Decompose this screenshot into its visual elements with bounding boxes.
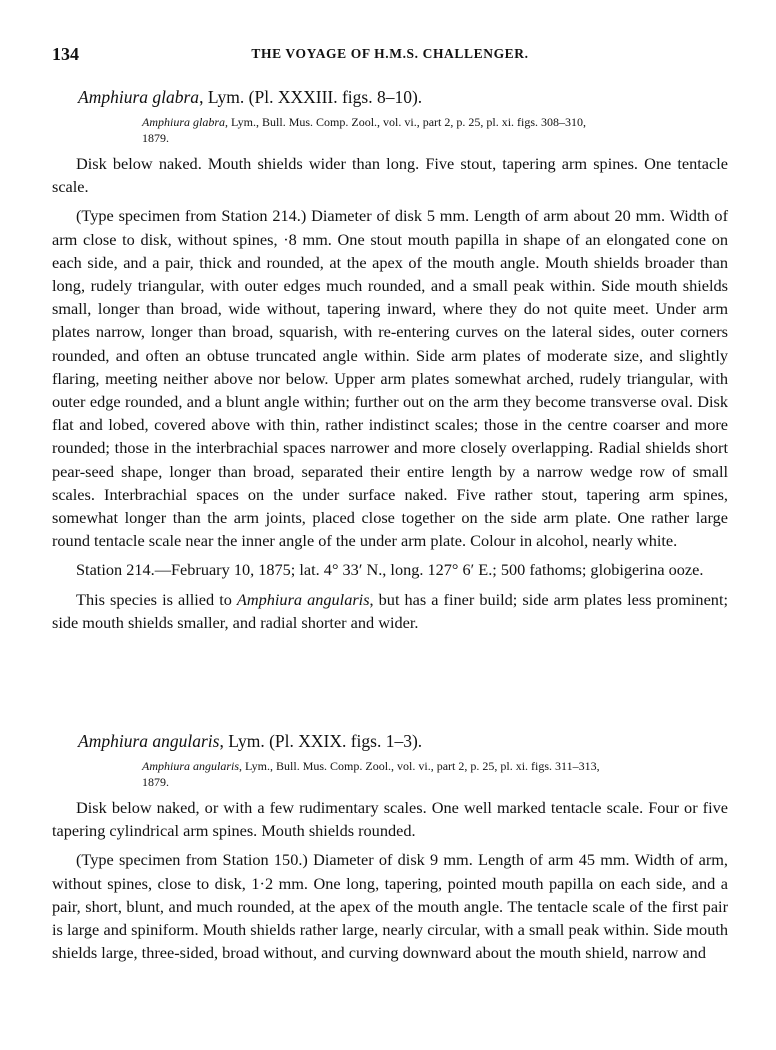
species-name: Amphiura glabra: [78, 87, 200, 107]
remarks-species-name: Amphiura angularis: [236, 589, 370, 609]
page-number: 134: [52, 44, 79, 64]
species-reference: [52, 114, 728, 146]
station-paragraph: Station 214.—February 10, 1875; lat. 4° 33′ N., long. 127° 6′ E.; 500 fathoms; globigerina ooze.: [76, 560, 704, 580]
remarks-paragraph: [52, 588, 728, 634]
diagnosis-paragraph: Disk below naked, or with a few rudimentary scales. One well marked tentacle scale. Four or five tapering cylindrical arm spines. Mouth shields rounded.: [52, 798, 728, 841]
species-name: Amphiura angularis: [78, 731, 220, 751]
species-heading: [52, 730, 728, 752]
remarks-post: , but has a finer build; side arm plates less prominent; side mouth shields smaller, and radial shorter and wider.: [52, 589, 728, 632]
diagnosis-paragraph: Disk below naked. Mouth shields wider than long. Five stout, tapering arm spines. One tentacle scale.: [52, 154, 728, 197]
remarks-pre: This species is allied to: [76, 589, 237, 609]
species-entry-amphiura-glabra: [52, 86, 728, 634]
species-reference: [52, 758, 728, 790]
reference-year: 1879.: [142, 775, 169, 789]
species-name-suffix: , Lym. (Pl. XXXIII. figs. 8–10).: [199, 87, 423, 107]
reference-name: Amphiura angularis: [142, 759, 240, 773]
species-name-suffix: , Lym. (Pl. XXIX. figs. 1–3).: [219, 731, 423, 751]
description-paragraph: (Type specimen from Station 150.) Diameter of disk 9 mm. Length of arm 45 mm. Width of arm, without spines, close to disk, 1·2 mm. One long, tapering, pointed mouth papilla on each side, and a pair, short, blunt, and much rounded, at the apex of the mouth angle. The tentacle scale of the first pair is large and spiniform. Mouth shields rather large, nearly circular, with a small peak within. Side mouth shields large, three-sided, broad without, and curving downward about the mouth shield, narrow and: [52, 850, 728, 963]
reference-name: Amphiura glabra: [142, 115, 226, 129]
reference-detail: , Lym., Bull. Mus. Comp. Zool., vol. vi., part 2, p. 25, pl. xi. figs. 311–313,: [239, 759, 600, 773]
species-entry-amphiura-angularis: [52, 730, 728, 964]
page-header: [52, 44, 728, 68]
species-heading: [52, 86, 728, 108]
running-title: THE VOYAGE OF H.M.S. CHALLENGER.: [251, 46, 529, 61]
reference-detail: , Lym., Bull. Mus. Comp. Zool., vol. vi., part 2, p. 25, pl. xi. figs. 308–310,: [225, 115, 587, 129]
description-paragraph: (Type specimen from Station 214.) Diameter of disk 5 mm. Length of arm about 20 mm. Width of arm close to disk, without spines, ·8 mm. One stout mouth papilla in shape of an elongated cone on each side, and a pair, thick and rounded, at the apex of the mouth angle. Mouth shields broader than long, rudely triangular, with outer edges much rounded, and a small peak within. Side mouth shields small, longer than broad, wide without, tapering inward, where they do not quite meet. Under arm plates narrow, longer than broad, squarish, with re-entering curves on the lateral sides, outer corners rounded, and often an obtuse truncated angle within. Side arm plates of moderate size, and slightly flaring, meeting neither above nor below. Upper arm plates somewhat arched, rudely triangular, with outer edge rounded, and a blunt angle within; further out on the arm they become transverse oval. Disk flat and lobed, covered above with thin, rather indistinct scales; those in the centre coarser and more rounded; those in the interbrachial spaces narrower and more closely overlapping. Radial shields short pear-seed shape, longer than broad, separated their entire length by a narrow wedge row of small scales. Interbrachial spaces on the under surface naked. Five rather stout, tapering arm spines, somewhat longer than the arm joints, placed close together on the side arm plate. One rather large round tentacle scale near the inner angle of the under arm plate. Colour in alcohol, nearly white.: [52, 206, 728, 551]
reference-year: 1879.: [142, 131, 169, 145]
